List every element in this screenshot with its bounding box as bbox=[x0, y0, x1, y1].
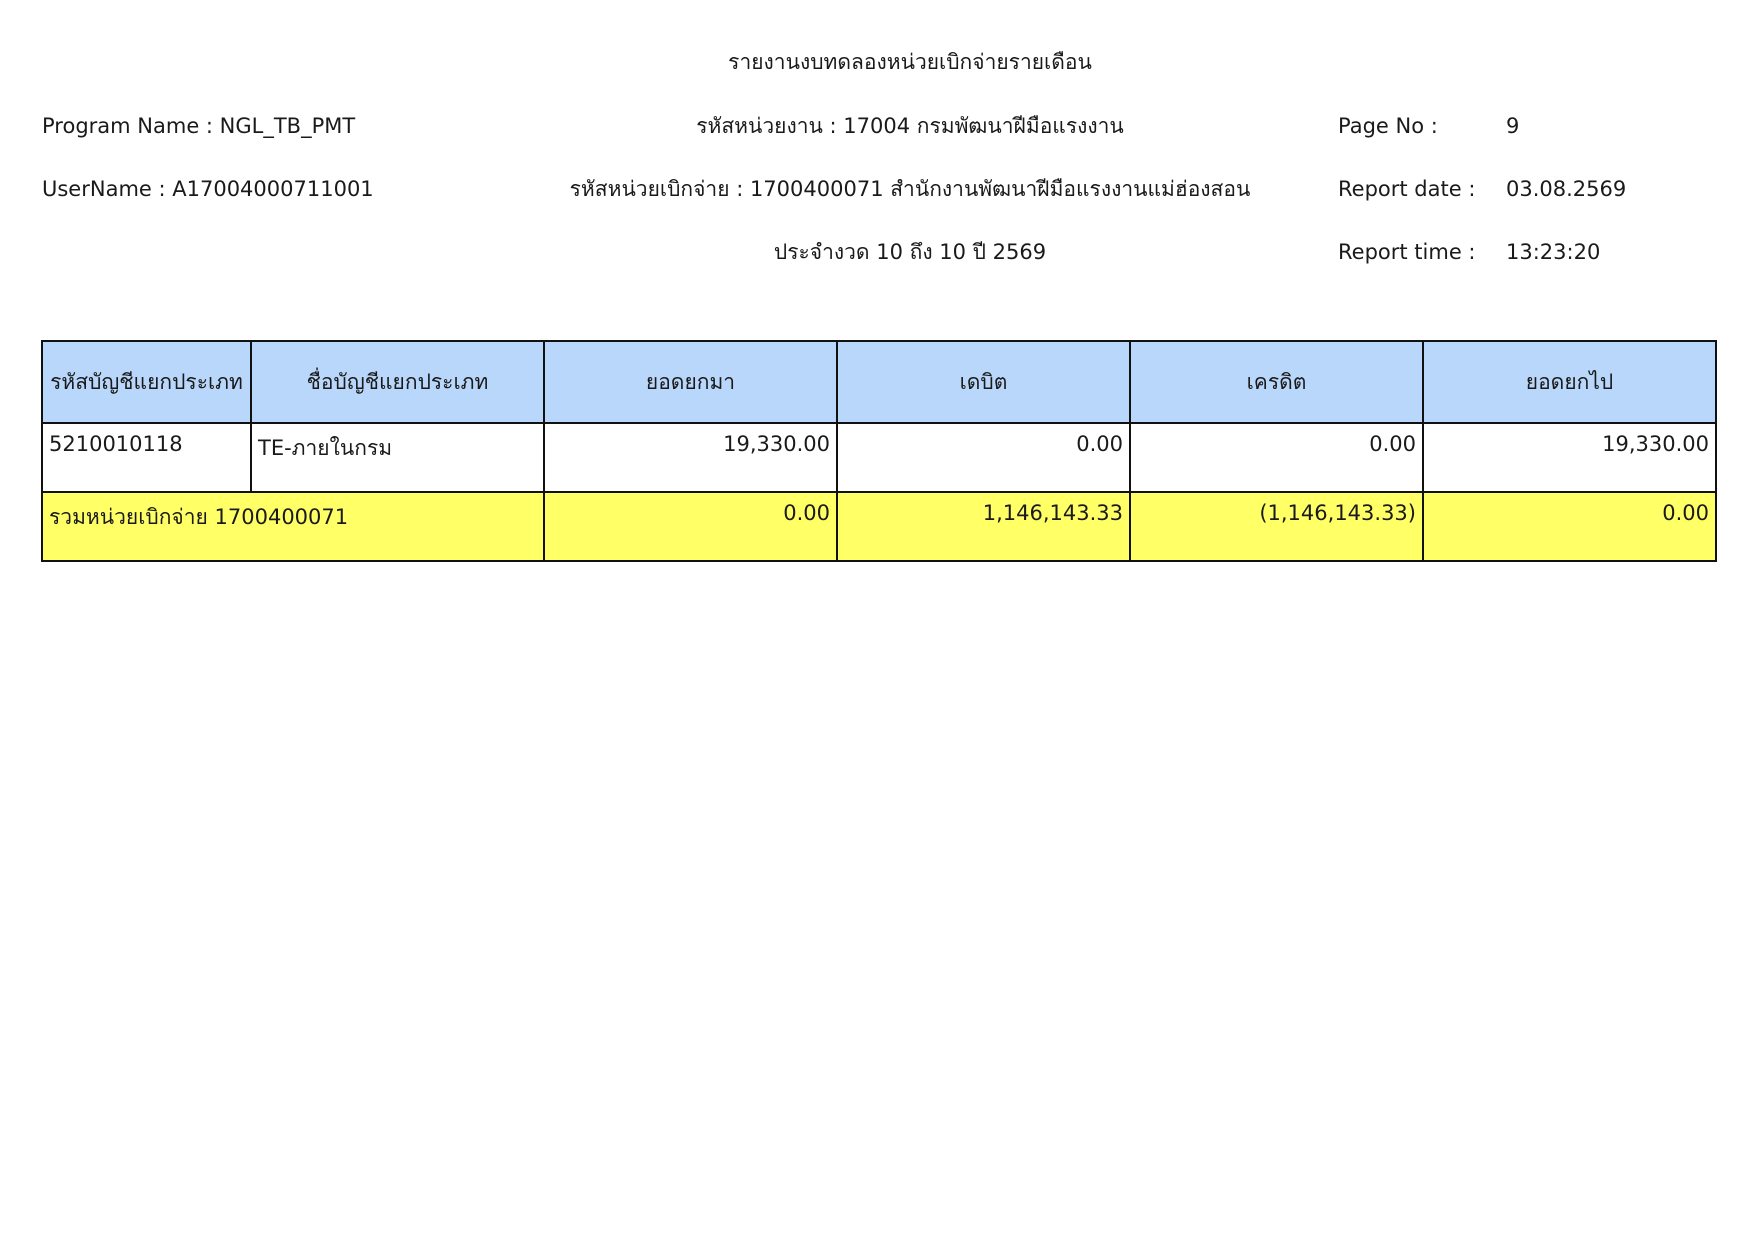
total-label: รวมหน่วยเบิกจ่าย 1700400071 bbox=[42, 492, 544, 561]
col-header-debit: เดบิต bbox=[837, 341, 1130, 423]
cell-carried-forward: 19,330.00 bbox=[1423, 423, 1716, 492]
cell-brought-forward: 19,330.00 bbox=[544, 423, 837, 492]
total-brought-forward: 0.00 bbox=[544, 492, 837, 561]
col-header-carried-forward: ยอดยกไป bbox=[1423, 341, 1716, 423]
report-time-label: Report time : bbox=[1338, 240, 1476, 264]
user-name: UserName : A17004000711001 bbox=[42, 177, 374, 201]
cell-account-code: 5210010118 bbox=[42, 423, 251, 492]
agency-code: รหัสหน่วยงาน : 17004 กรมพัฒนาฝีมือแรงงาน bbox=[696, 114, 1124, 138]
total-carried-forward: 0.00 bbox=[1423, 492, 1716, 561]
table-row bbox=[42, 423, 1716, 492]
program-name: Program Name : NGL_TB_PMT bbox=[42, 114, 356, 138]
cell-debit: 0.00 bbox=[837, 423, 1130, 492]
col-header-account-code: รหัสบัญชีแยกประเภท bbox=[42, 341, 251, 423]
col-header-credit: เครดิต bbox=[1130, 341, 1423, 423]
report-date-value: 03.08.2569 bbox=[1506, 177, 1627, 201]
disbursement-unit: รหัสหน่วยเบิกจ่าย : 1700400071 สำนักงานพัฒนาฝีมือแรงงานแม่ฮ่องสอน bbox=[569, 177, 1251, 201]
total-debit: 1,146,143.33 bbox=[837, 492, 1130, 561]
table-header-row bbox=[42, 341, 1716, 423]
total-row bbox=[42, 492, 1716, 561]
trial-balance-table bbox=[41, 340, 1717, 562]
total-credit: (1,146,143.33) bbox=[1130, 492, 1423, 561]
cell-account-name: TE-ภายในกรม bbox=[251, 423, 544, 492]
page-no-value: 9 bbox=[1506, 114, 1520, 138]
report-time-value: 13:23:20 bbox=[1506, 240, 1601, 264]
report-title: รายงานงบทดลองหน่วยเบิกจ่ายรายเดือน bbox=[728, 50, 1092, 74]
report-period: ประจำงวด 10 ถึง 10 ปี 2569 bbox=[773, 240, 1047, 264]
cell-credit: 0.00 bbox=[1130, 423, 1423, 492]
page-no-label: Page No : bbox=[1338, 114, 1438, 138]
col-header-brought-forward: ยอดยกมา bbox=[544, 341, 837, 423]
col-header-account-name: ชื่อบัญชีแยกประเภท bbox=[251, 341, 544, 423]
report-date-label: Report date : bbox=[1338, 177, 1476, 201]
